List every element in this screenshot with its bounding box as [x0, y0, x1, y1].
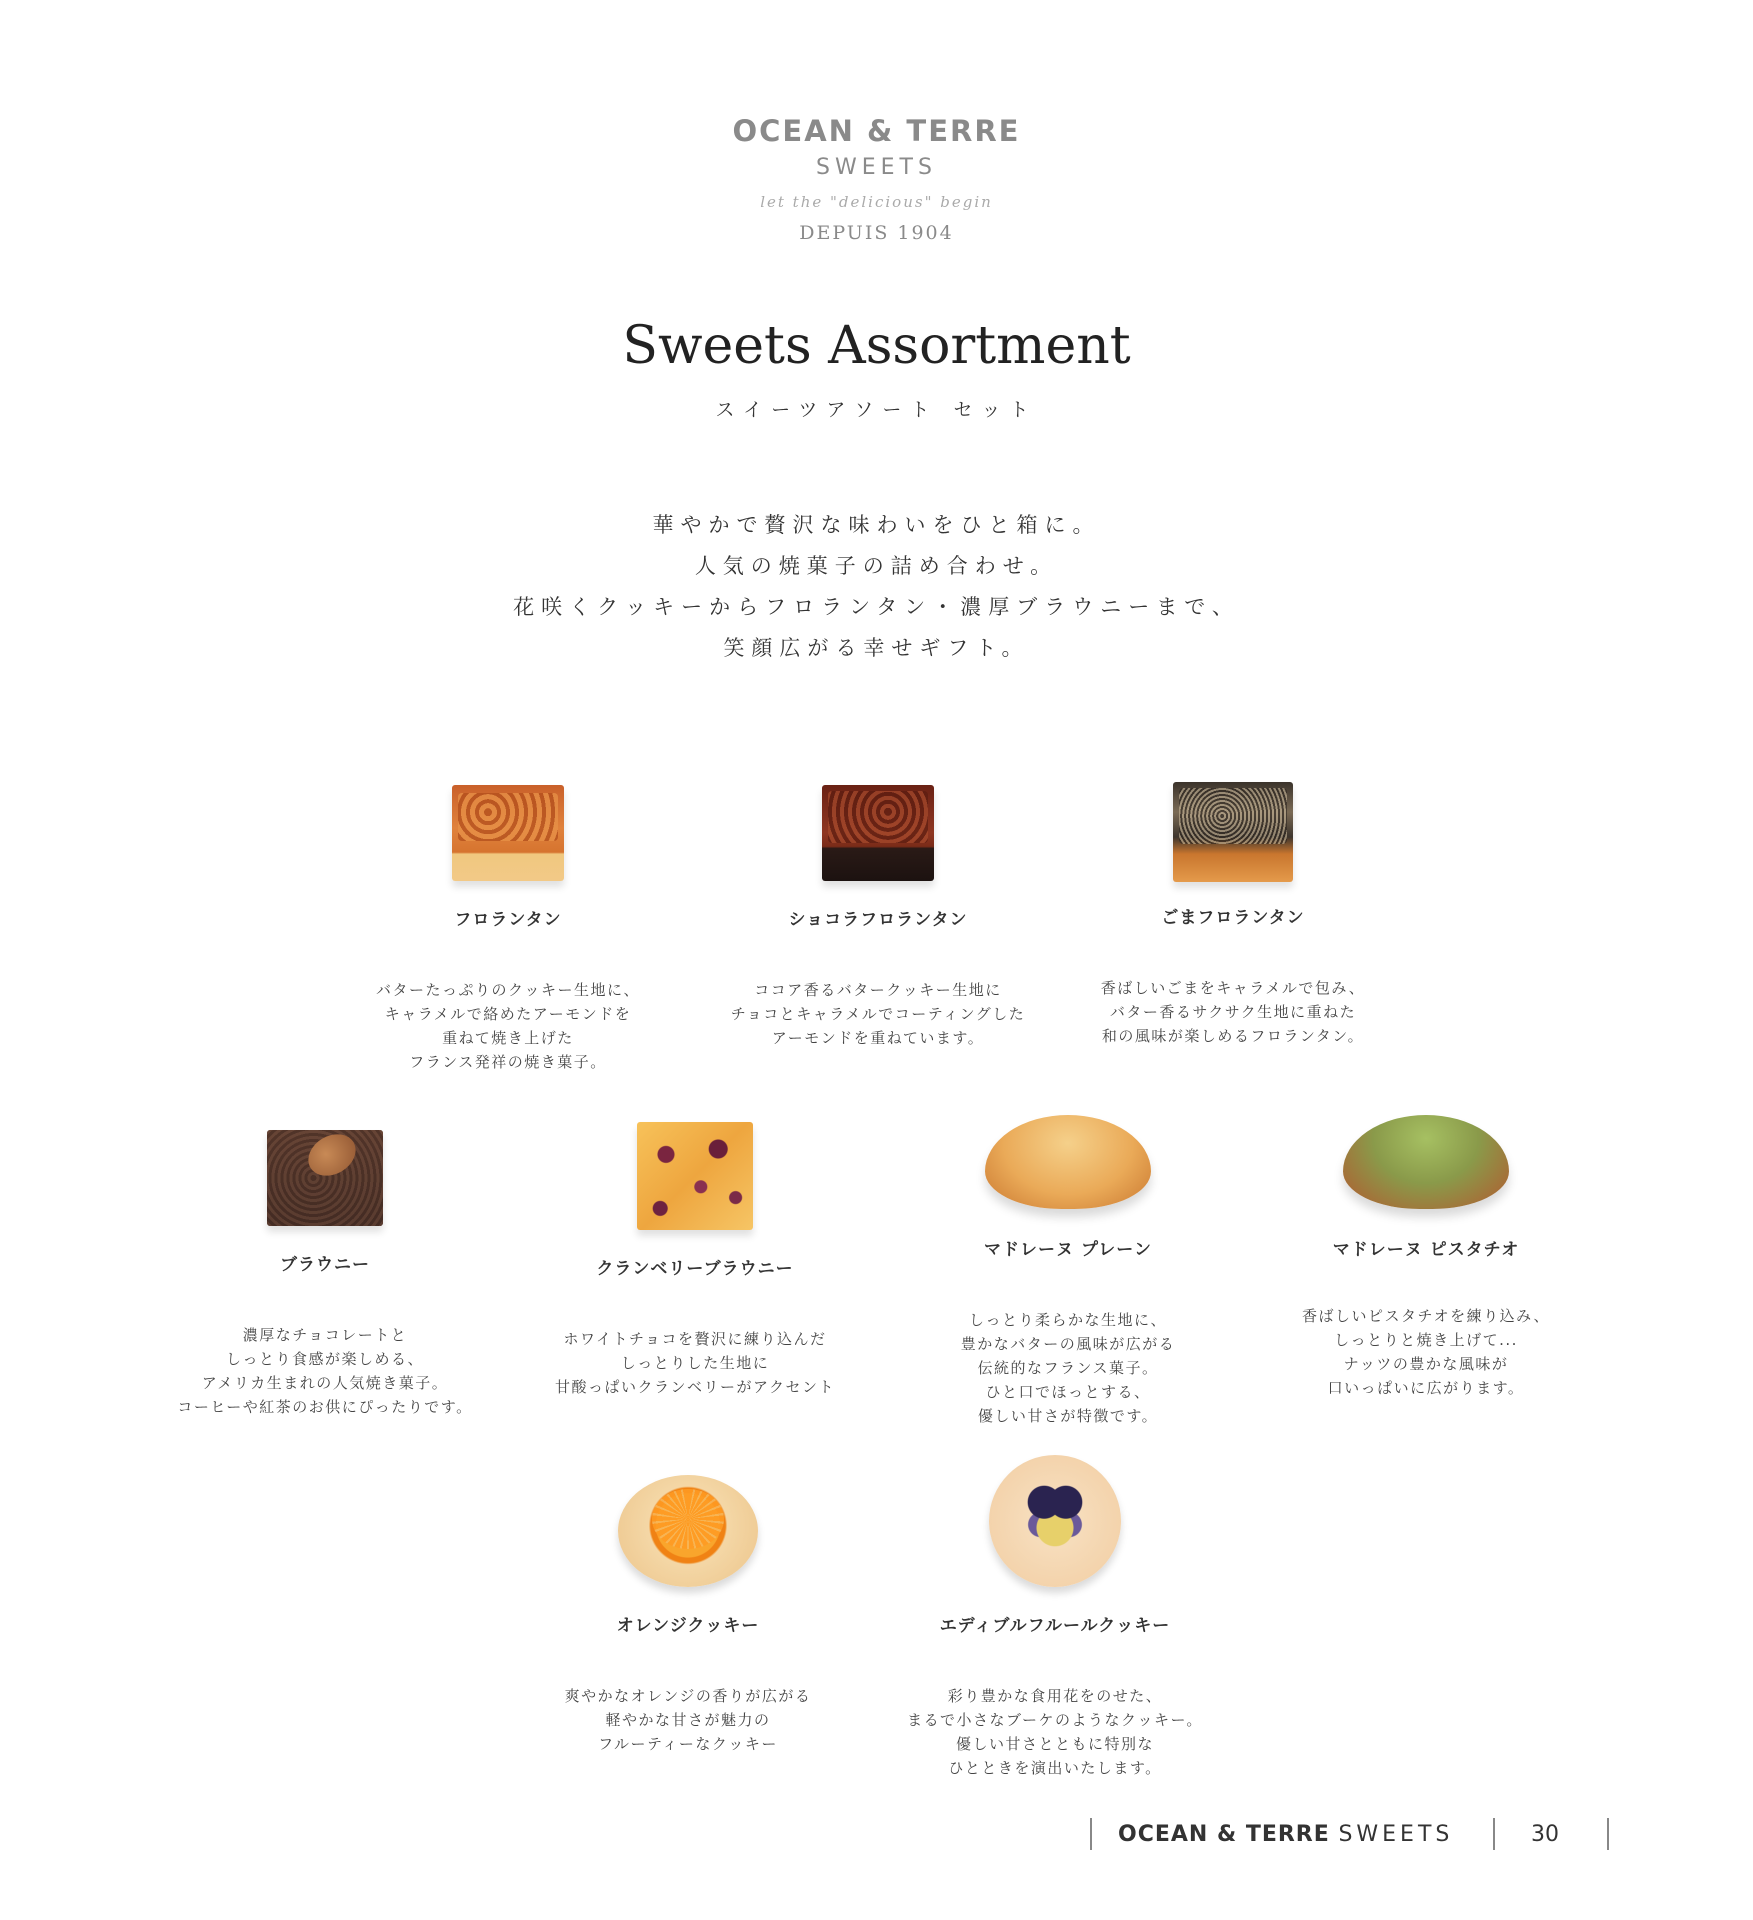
brand-logo-sub: SWEETS	[816, 155, 937, 180]
product-name: ごまフロランタン	[1161, 908, 1305, 928]
desc-line: 香ばしいごまをキャラメルで包み、	[1100, 979, 1366, 997]
footer-divider	[1090, 1818, 1092, 1850]
desc-line: 香ばしいピスタチオを練り込み、	[1301, 1307, 1551, 1325]
product-description	[155, 1323, 495, 1419]
footer-brand-name: OCEAN & TERRE	[1118, 1822, 1330, 1847]
desc-line: 爽やかなオレンジの香りが広がる	[564, 1687, 812, 1705]
footer-brand-sub: SWEETS	[1338, 1822, 1454, 1847]
product-orange-cookie	[518, 1475, 858, 1756]
desc-line: バターたっぷりのクッキー生地に、	[375, 981, 640, 999]
intro-line: 人気の焼菓子の詰め合わせ。	[694, 554, 1059, 578]
product-description	[1256, 1304, 1596, 1400]
product-sesame-florentin	[1063, 782, 1403, 1048]
product-name: マドレーヌ プレーン	[984, 1240, 1152, 1260]
product-cranberry-brownie	[525, 1122, 865, 1399]
page-subtitle: スイーツアソート セット	[715, 399, 1038, 421]
desc-line: 重ねて焼き上げた	[442, 1029, 574, 1047]
page-title: Sweets Assortment	[622, 316, 1131, 376]
product-name: マドレーヌ ピスタチオ	[1332, 1240, 1520, 1260]
product-description	[525, 1327, 865, 1399]
desc-line: ココア香るバタークッキー生地に	[754, 981, 1002, 999]
desc-line: アーモンドを重ねています。	[771, 1029, 985, 1047]
desc-line: しっとり柔らかな生地に、	[968, 1311, 1167, 1329]
desc-line: バター香るサクサク生地に重ねた	[1109, 1003, 1357, 1021]
orange-cookie-image	[618, 1475, 758, 1587]
product-brownie	[155, 1130, 495, 1419]
desc-line: 優しい甘さが特徴です。	[977, 1407, 1159, 1425]
product-edible-flower-cookie	[885, 1455, 1225, 1780]
brand-logo-name: OCEAN & TERRE	[732, 114, 1021, 148]
product-madeleine-plain	[898, 1115, 1238, 1428]
desc-line: キャラメルで絡めたアーモンドを	[384, 1005, 632, 1023]
intro-text	[0, 505, 1753, 669]
product-florentin	[338, 785, 678, 1074]
sesame-florentin-image	[1173, 782, 1293, 882]
desc-line: 軽やかな甘さが魅力の	[605, 1711, 771, 1729]
product-description	[518, 1684, 858, 1756]
product-description	[338, 978, 678, 1074]
intro-line: 笑顔広がる幸せギフト。	[723, 636, 1030, 660]
product-chocolat-florentin	[708, 785, 1048, 1050]
desc-line: チョコとキャラメルでコーティングした	[730, 1005, 1026, 1023]
chocolat-florentin-image	[822, 785, 934, 881]
desc-line: 豊かなバターの風味が広がる	[960, 1335, 1176, 1353]
desc-line: ひと口でほっとする、	[985, 1383, 1151, 1401]
desc-line: 伝統的なフランス菓子。	[977, 1359, 1159, 1377]
product-description	[708, 978, 1048, 1050]
florentin-image	[452, 785, 564, 881]
intro-line: 華やかで贅沢な味わいをひと箱に。	[652, 513, 1101, 537]
edible-flower-cookie-image	[989, 1455, 1121, 1587]
product-name: ブラウニー	[280, 1255, 370, 1275]
product-madeleine-pistachio	[1256, 1115, 1596, 1400]
desc-line: アメリカ生まれの人気焼き菓子。	[201, 1374, 449, 1392]
product-name: フロランタン	[454, 910, 562, 930]
desc-line: 口いっぱいに広がります。	[1327, 1379, 1525, 1397]
footer-divider	[1607, 1818, 1609, 1850]
product-name: ショコラフロランタン	[788, 910, 968, 930]
desc-line: ナッツの豊かな風味が	[1343, 1355, 1509, 1373]
desc-line: まるで小さなブーケのようなクッキー。	[907, 1711, 1203, 1729]
product-description	[1063, 976, 1403, 1048]
product-name: エディブルフルールクッキー	[939, 1616, 1171, 1636]
desc-line: 濃厚なチョコレートと	[242, 1326, 408, 1344]
footer-brand	[1118, 1822, 1453, 1847]
desc-line: しっとりした生地に	[620, 1354, 770, 1372]
desc-line: 甘酸っぱいクランベリーがアクセント	[554, 1378, 836, 1396]
madeleine-plain-image	[985, 1115, 1151, 1209]
brand-logo-tagline: let the "delicious" begin	[760, 193, 993, 211]
page-number: 30	[1531, 1822, 1559, 1847]
brownie-image	[267, 1130, 383, 1226]
cranberry-brownie-image	[637, 1122, 753, 1230]
desc-line: 和の風味が楽しめるフロランタン。	[1101, 1027, 1365, 1045]
desc-line: フランス発祥の焼き菓子。	[409, 1053, 607, 1071]
product-description	[898, 1308, 1238, 1428]
desc-line: 優しい甘さとともに特別な	[955, 1735, 1154, 1753]
brand-logo-since: DEPUIS 1904	[799, 222, 954, 244]
desc-line: しっとりと焼き上げて...	[1334, 1331, 1518, 1349]
desc-line: ホワイトチョコを贅沢に練り込んだ	[563, 1330, 827, 1348]
product-name: クランベリーブラウニー	[596, 1259, 794, 1279]
desc-line: フルーティーなクッキー	[598, 1735, 778, 1753]
desc-line: ひとときを演出いたします。	[948, 1759, 1162, 1777]
footer-divider	[1493, 1818, 1495, 1850]
desc-line: しっとり食感が楽しめる、	[225, 1350, 424, 1368]
product-description	[885, 1684, 1225, 1780]
desc-line: コーヒーや紅茶のお供にぴったりです。	[177, 1398, 473, 1416]
intro-line: 花咲くクッキーからフロランタン・濃厚ブラウニーまで、	[513, 595, 1240, 619]
product-name: オレンジクッキー	[616, 1616, 760, 1636]
madeleine-pistachio-image	[1343, 1115, 1509, 1209]
desc-line: 彩り豊かな食用花をのせた、	[947, 1687, 1163, 1705]
